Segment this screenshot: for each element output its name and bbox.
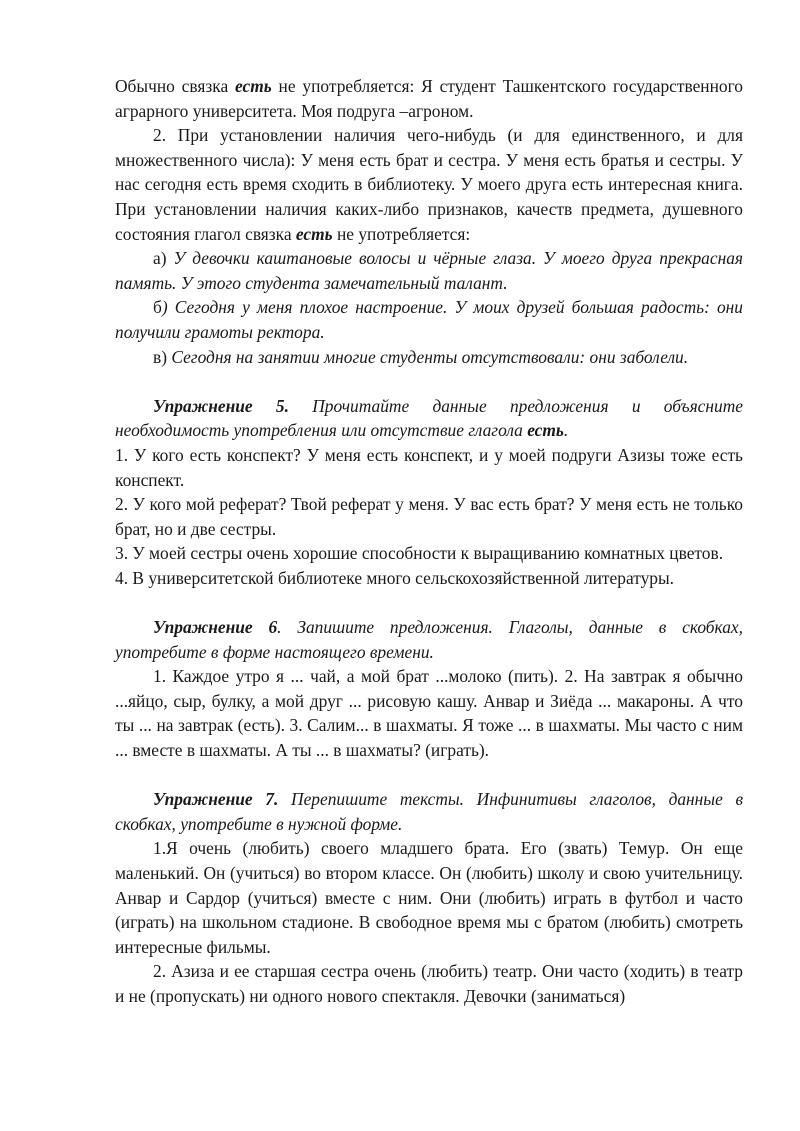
exercise-title: Упражнение 6 [153,617,278,638]
text: не употребляется: [332,223,471,244]
example-text: Сегодня на занятии многие студенты отсутствовали: они заболели. [171,346,689,367]
paragraph-rule-2 [115,123,743,246]
exercise-6-heading [115,615,743,664]
exercise-7-heading [115,787,743,836]
document-page [115,74,743,1009]
exercise-7-text-1: 1.Я очень (любить) своего младшего брата. Его (звать) Темур. Он еще маленький. Он (учиться) во втором классе. Он (любить) школу и свою учительницу. Анвар и Сардор (учиться) вместе с ним. Они (любить) играть в футбол и часто (играть) на школьном стадионе. В свободное время мы с братом (любить) смотреть интересные фильмы. [115,838,743,957]
exercise-5-item: 2. У кого мой реферат? Твой реферат у меня. У вас есть брат? У меня есть не только брат, но и две сестры. [115,494,743,539]
exercise-5-item: 3. У моей сестры очень хорошие способности к выращиванию комнатных цветов. [115,543,724,564]
exercise-5-heading [115,394,743,443]
exercise-instruction: Перепишите тексты. Инфинитивы глаголов, данные в скобках, употребите в нужной форме. [115,789,744,834]
exercise-instruction: . Запишите предложения. Глаголы, данные в скобках, употребите в форме настоящего времени. [115,617,743,662]
text: 2. При установлении наличия чего-нибудь (и для единственного, и для множественного числа): У меня есть брат и сестра. У меня есть братья и сестры. У нас сегодня есть время сходить в библиотеку. У моего друга есть интересная книга. При установлении наличия каких-либо признаков, качеств предмета, душевного состояния глагол связка [115,125,743,244]
exercise-5-item: 1. У кого есть конспект? У меня есть конспект, и у моей подруги Азизы тоже есть конспект. [115,444,743,490]
text: не употребляется: Я студент Ташкентского государственного аграрного университета. Моя подруга –агроном. [115,76,743,121]
emphasis-est: есть [235,76,272,96]
example-a [115,246,743,295]
exercise-title: Упражнение 5. [153,395,289,416]
example-label: б [153,297,162,318]
example-text: У девочки каштановые волосы и чёрные глаза. У моего друга прекрасная память. У этого студента замечательный талант. [115,248,743,293]
exercise-6-body: 1. Каждое утро я ... чай, а мой брат ...молоко (пить). 2. На завтрак я обычно ...яйцо, сыр, булку, а мой друг ... рисовую кашу. Анвар и Зиёда ... макароны. А что ты ... на завтрак (есть). 3. Салим... в шахматы. Я тоже ... в шахматы. Мы часто с ним ... вместе в шахматы. А ты ... в шахматы? (играть). [115,666,743,761]
exercise-title: Упражнение 7. [153,789,279,810]
text: Обычно связка [115,76,236,96]
punctuation: . [563,420,569,441]
example-text: ) Сегодня у меня плохое настроение. У моих друзей большая радость: они получили грамоты ректора. [115,297,743,342]
paragraph-copula-note [115,74,743,123]
example-label: а) [153,248,174,269]
emphasis-est: есть [527,420,564,441]
emphasis-est: есть [295,223,333,244]
example-b [115,295,743,344]
spacer [115,590,743,615]
example-label: в) [153,346,172,367]
spacer [115,369,743,394]
spacer [115,763,743,788]
exercise-instruction: Прочитайте данные предложения и объясните необходимость употребления или отсутствие глагола [115,395,743,441]
example-v [115,345,743,370]
exercise-7-text-2: 2. Азиза и ее старшая сестра очень (любить) театр. Они часто (ходить) в театр и не (пропускать) ни одного нового спектакля. Девочки (заниматься) [115,961,743,1006]
exercise-5-item: 4. В университетской библиотеке много сельскохозяйственной литературы. [115,567,675,588]
